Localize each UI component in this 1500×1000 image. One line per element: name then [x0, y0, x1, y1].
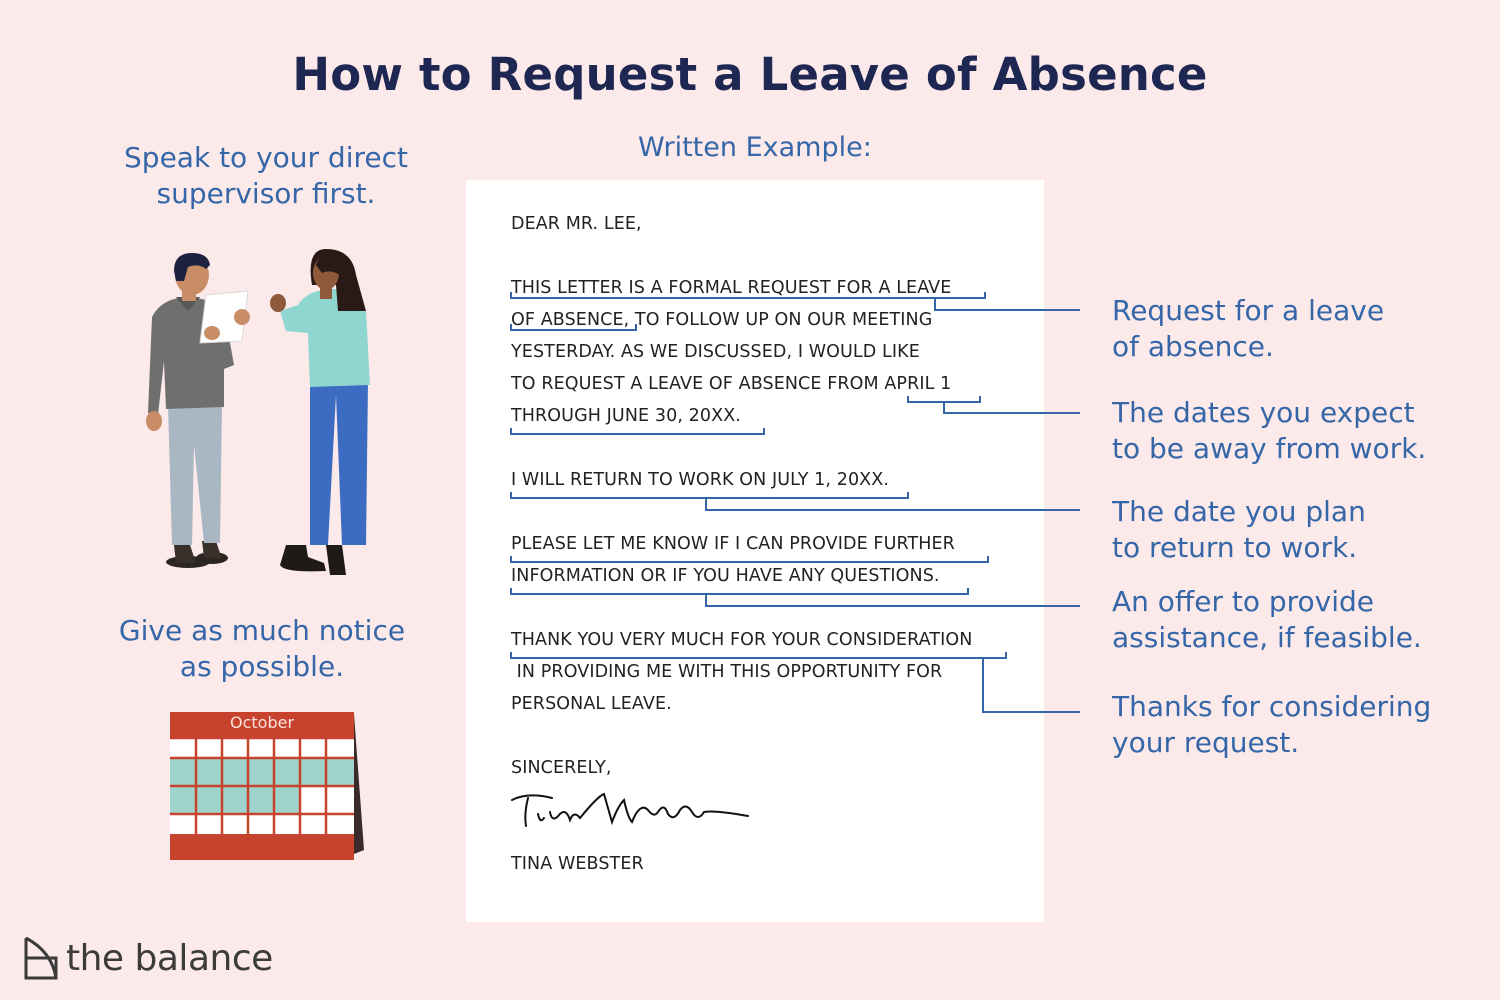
- letter-line: PERSONAL LEAVE.: [511, 694, 672, 714]
- speak-tip-line-1: Speak to your direct: [124, 141, 408, 174]
- letter-line: INFORMATION OR IF YOU HAVE ANY QUESTIONS.: [511, 566, 940, 586]
- letter-line: YESTERDAY. AS WE DISCUSSED, I WOULD LIKE: [511, 342, 920, 362]
- annotation-line: The dates you expect: [1112, 396, 1415, 429]
- letter-line: THROUGH JUNE 30, 20XX.: [511, 406, 741, 426]
- annotation-thanks: [1112, 689, 1431, 761]
- annotation-line: The date you plan: [1112, 495, 1366, 528]
- calendar-month-label: October: [229, 713, 295, 732]
- letter-closing: SINCERELY,: [511, 758, 612, 778]
- annotation-line: Request for a leave: [1112, 294, 1385, 327]
- annotation-offer: [1112, 584, 1422, 656]
- page-title: How to Request a Leave of Absence: [292, 48, 1208, 101]
- annotation-line: An offer to provide: [1112, 585, 1375, 618]
- letter-signer-name: TINA WEBSTER: [511, 854, 644, 874]
- written-example-label: Written Example:: [638, 132, 872, 163]
- the-balance-logo-icon: [22, 934, 62, 982]
- annotation-line: your request.: [1112, 726, 1300, 759]
- annotation-line: Thanks for considering: [1112, 690, 1432, 723]
- letter-line: THANK YOU VERY MUCH FOR YOUR CONSIDERATION: [511, 630, 973, 650]
- annotation-line: assistance, if feasible.: [1112, 621, 1422, 654]
- annotation-line: to return to work.: [1112, 531, 1358, 564]
- letter-line: THIS LETTER IS A FORMAL REQUEST FOR A LEAVE: [511, 278, 952, 298]
- annotation-line: of absence.: [1112, 330, 1274, 363]
- letter-line: IN PROVIDING ME WITH THIS OPPORTUNITY FOR: [511, 662, 943, 682]
- letter-line: PLEASE LET ME KNOW IF I CAN PROVIDE FURTHER: [511, 534, 955, 554]
- letter-line: TO REQUEST A LEAVE OF ABSENCE FROM APRIL 1: [511, 374, 952, 394]
- letter-line: OF ABSENCE, TO FOLLOW UP ON OUR MEETING: [511, 310, 933, 330]
- speak-tip-line-2: supervisor first.: [156, 177, 376, 210]
- notice-tip-line-1: Give as much notice: [118, 614, 406, 647]
- letter-line: I WILL RETURN TO WORK ON JULY 1, 20XX.: [511, 470, 890, 490]
- annotation-dates: [1112, 395, 1426, 467]
- annotation-return-date: [1112, 494, 1366, 566]
- annotation-request: [1112, 293, 1384, 365]
- brand-logo-text: the balance: [66, 938, 273, 979]
- notice-tip-line-2: as possible.: [179, 650, 345, 683]
- letter-greeting: DEAR MR. LEE,: [511, 214, 642, 234]
- annotation-line: to be away from work.: [1112, 432, 1427, 465]
